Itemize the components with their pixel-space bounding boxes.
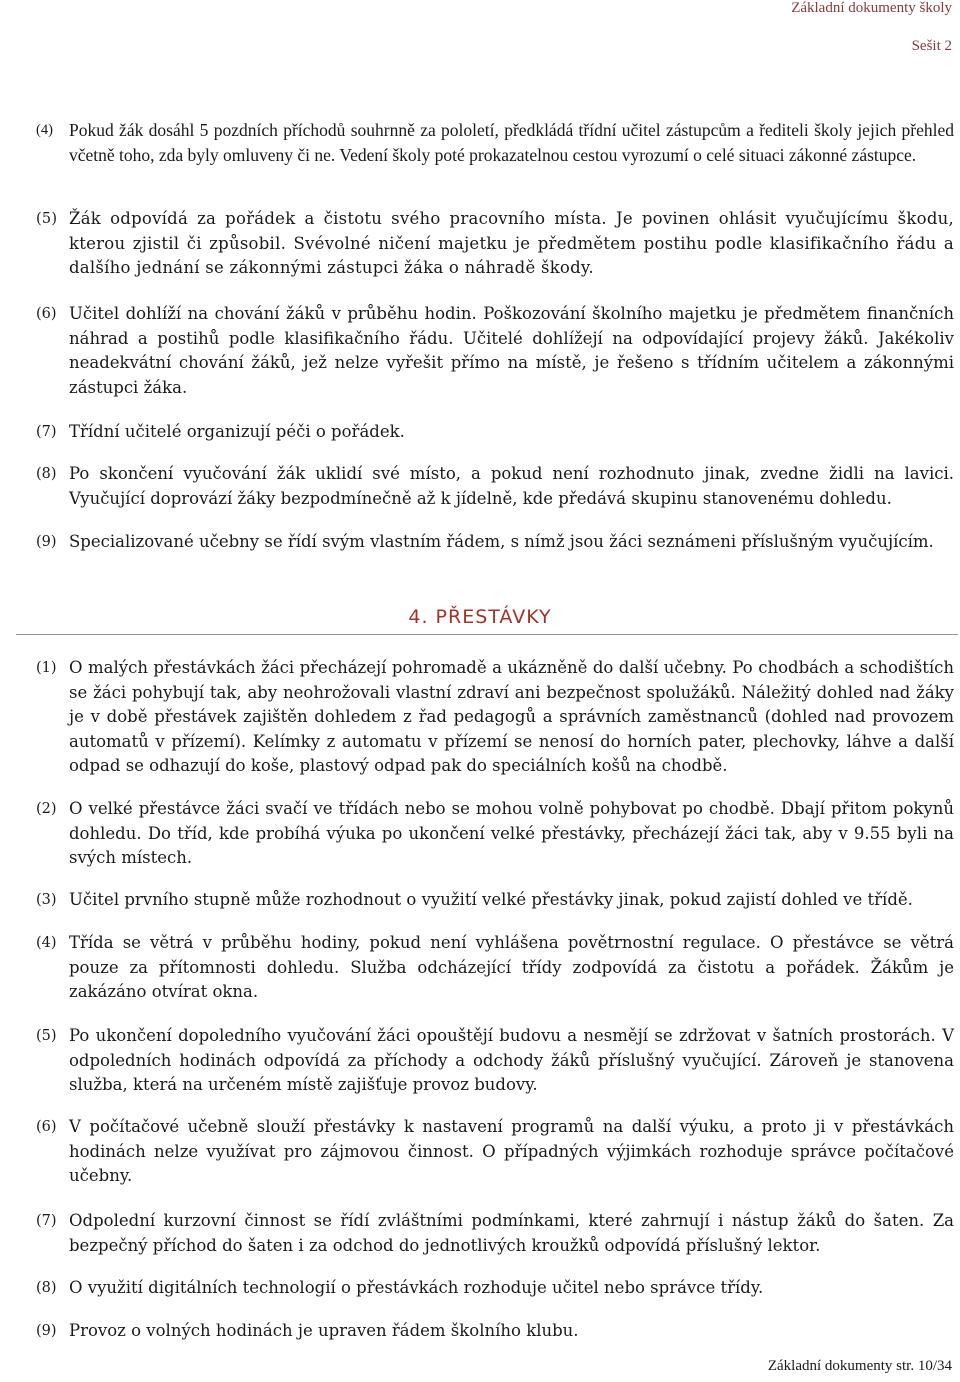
item-text: Provoz o volných hodinách je upraven řádem školního klubu. [69, 1321, 579, 1340]
paragraph-item [36, 931, 954, 1005]
document-volume: Sešit 2 [911, 38, 952, 54]
item-number: (1) [36, 660, 57, 676]
item-number: (7) [36, 424, 57, 440]
item-text: Po skončení vyučování žák uklidí své místo, a pokud není rozhodnuto jinak, zvedne židli na lavici. Vyučující doprovází žáky bezpodmínečně až k jídelně, kde předává skupinu stanovenému dohledu. [69, 464, 954, 508]
item-number: (4) [36, 122, 53, 138]
item-text: Učitel dohlíží na chování žáků v průběhu hodin. Poškozování školního majetku je předmětem finančních náhrad a postihů podle klasifikačního řádu. Učitelé dohlížejí na odpovídající projevy žáků. Jakékoliv neadekvátní chování žáků, jež nelze vyřešit přímo na místě, je řešeno s třídním učitelem a zákonnými zástupci žáka. [69, 304, 954, 397]
paragraph-item [36, 420, 954, 445]
item-text: O využití digitálních technologií o přestávkách rozhoduje učitel nebo správce třídy. [69, 1278, 764, 1297]
item-text: Třídní učitelé organizují péči o pořádek. [69, 422, 405, 441]
item-number: (8) [36, 466, 57, 482]
item-text: Odpolední kurzovní činnost se řídí zvláštními podmínkami, které zahrnují i nástup žáků do šaten. Za bezpečný příchod do šaten i za odchod do jednotlivých kroužků odpovídá příslušný lektor. [69, 1211, 954, 1255]
paragraph-item [36, 1209, 954, 1258]
item-text: O malých přestávkách žáci přecházejí pohromadě a ukázněně do další učebny. Po chodbách a schodištích se žáci pohybují tak, aby neohrožovali vlastní zdraví ani bezpečnost spolužáků. Náležitý dohled nad žáky je v době přestávek zajištěn dohledem z řad pedagogů a správních zaměstnanců (dohled nad provozem automatů v přízemí). Kelímky z automatu v přízemí se nenosí do horních pater, plechovky, láhve a další odpad se odhazují do koše, plastový odpad pak do speciálních košů na chodbě. [69, 658, 954, 775]
item-number: (6) [36, 1119, 57, 1135]
paragraph-item [36, 1319, 954, 1344]
section-divider [16, 634, 958, 635]
paragraph-item [36, 207, 954, 281]
paragraph-item [36, 118, 954, 167]
item-text: Učitel prvního stupně může rozhodnout o využití velké přestávky jinak, pokud zajistí dohled ve třídě. [69, 890, 913, 909]
item-text: Pokud žák dosáhl 5 pozdních příchodů souhrnně za pololetí, předkládá třídní učitel zástupcům a řediteli školy jejich přehled včetně toho, zda byly omluveny či ne. Vedení školy poté prokazatelnou cestou vyrozumí o celé situaci zákonné zástupce. [69, 120, 954, 165]
paragraph-item [36, 1276, 954, 1301]
section-heading: 4. PŘESTÁVKY [408, 606, 552, 628]
paragraph-item [36, 1024, 954, 1098]
page-footer: Základní dokumenty str. 10/34 [767, 1358, 952, 1374]
item-number: (5) [36, 211, 58, 227]
item-text: O velké přestávce žáci svačí ve třídách nebo se mohou volně pohybovat po chodbě. Dbají přitom pokynů dohledu. Do tříd, kde probíhá výuka po ukončení velké přestávky, přecházejí žáci tak, aby v 9.55 byli na svých místech. [69, 799, 954, 867]
item-number: (9) [36, 534, 57, 550]
paragraph-item [36, 302, 954, 400]
item-text: Třída se větrá v průběhu hodiny, pokud není vyhlášena povětrnostní regulace. O přestávce se větrá pouze za přítomnosti dohledu. Služba odcházející třídy zodpovídá za čistotu a pořádek. Žákům je zakázáno otvírat okna. [69, 933, 954, 1001]
paragraph-item [36, 656, 954, 779]
paragraph-item [36, 462, 954, 511]
item-text: V počítačové učebně slouží přestávky k nastavení programů na další výuku, a proto ji v přestávkách hodinách nelze využívat pro zájmovou činnost. O případných výjimkách rozhoduje správce počítačové učebny. [69, 1117, 954, 1185]
item-number: (2) [36, 801, 57, 817]
paragraph-item [36, 1115, 954, 1189]
paragraph-item [36, 888, 954, 913]
item-number: (8) [36, 1280, 57, 1296]
item-number: (7) [36, 1213, 57, 1229]
item-number: (6) [36, 306, 57, 322]
item-text: Žák odpovídá za pořádek a čistotu svého pracovního místa. Je povinen ohlásit vyučujícímu škodu, kterou zjistil či způsobil. Svévolné ničení majetku je předmětem postihu podle klasifikačního řádu a dalšího jednání se zákonnými zástupci žáka o náhradě škody. [69, 209, 954, 277]
document-title: Základní dokumenty školy [791, 0, 952, 16]
item-number: (4) [36, 935, 57, 951]
item-text: Specializované učebny se řídí svým vlastním řádem, s nímž jsou žáci seznámeni příslušným vyučujícím. [69, 532, 934, 551]
item-number: (9) [36, 1323, 57, 1339]
item-number: (3) [36, 892, 57, 908]
paragraph-item [36, 530, 954, 555]
paragraph-item [36, 797, 954, 871]
item-number: (5) [36, 1028, 57, 1044]
item-text: Po ukončení dopoledního vyučování žáci opouštějí budovu a nesmějí se zdržovat v šatních prostorách. V odpoledních hodinách odpovídá za příchody a odchody žáků příslušný vyučující. Zároveň je stanovena služba, která na určeném místě zajišťuje provoz budovy. [69, 1026, 954, 1094]
